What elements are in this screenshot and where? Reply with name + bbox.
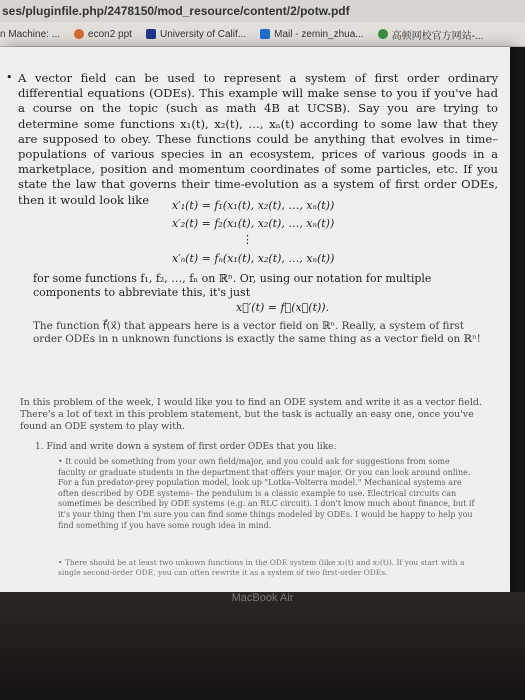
after-equations-text: for some functions f₁, f₂, …, fₙ on ℝⁿ. Or, using our notation for multiple components to abbreviate this, it's just <box>33 272 432 299</box>
task-1-bullet-2: • There should be at least two unkown functions in the ODE system (like x₁(t) and x₂(t)). If you start with a single second-order ODE, you can often rewrite it as a system of two first-order ODEs. <box>58 558 465 577</box>
bookmark-label: n Machine: ... <box>0 28 61 40</box>
equation-n: x′ₙ(t) = fₙ(x₁(t), x₂(t), …, xₙ(t)) <box>172 252 335 265</box>
bookmark-label: University of Calif... <box>159 28 247 40</box>
bookmark-econ2-ppt[interactable] <box>74 29 132 40</box>
bookmark-gaodun[interactable] <box>378 27 484 42</box>
laptop-bezel <box>0 592 525 700</box>
bookmark-label: econ2 ppt <box>88 28 132 40</box>
vector-field-note: The function f⃗(x⃗) that appears here is a vector field on ℝⁿ. Really, a system of first order ODEs in n unknown functions is exactly the same thing as a vector field on ℝⁿ! <box>33 320 481 345</box>
laptop-label: MacBook Air <box>231 592 294 604</box>
bookmark-machine[interactable] <box>0 29 60 40</box>
mail-icon <box>260 29 270 39</box>
shield-icon <box>146 29 156 39</box>
equation-1: x′₁(t) = f₁(x₁(t), x₂(t), …, xₙ(t)) <box>172 199 335 212</box>
equation-dots: ⋮ <box>242 233 253 246</box>
bullet-text: There should be at least two unkown functions in the ODE system (like x₁(t) and x₂(t)). If you start with a single second-order ODE, you can often rewrite it as a system of two first-order ODEs. <box>58 558 465 577</box>
bookmarks-bar <box>0 22 525 47</box>
problem-intro: In this problem of the week, I would like you to find an ODE system and write it as a vector field. There's a lot of text in this problem statement, but the task is actually an easy one, once you've found an ODE system to play with. <box>20 397 482 433</box>
vector-equation: x⃗′(t) = f⃗(x⃗(t)). <box>236 301 330 314</box>
page-icon <box>74 29 84 39</box>
address-bar[interactable]: ses/pluginfile.php/2478150/mod_resource/content/2/potw.pdf <box>0 0 525 22</box>
swirl-icon <box>378 29 388 39</box>
bullet-text: It could be something from your own field/major, and you could ask for suggestions from some faculty or graduate students in the department that offers your major. Or you can look around online. For a fun predator-prey population model, look up "Lotka–Volterra model." Mechanical systems are often described by ODE systems– the pendulum is a classic example to use. Electrical circuits can sometimes be described by ODE systems (e.g. an RLC circuit). I don't know much about finance, but if it's your thing then I'm sure you can find some things modeled by ODEs. I would be happy to help you find something if you have some rough idea in mind. <box>58 457 475 530</box>
equation-2: x′₂(t) = f₂(x₁(t), x₂(t), …, xₙ(t)) <box>172 217 335 230</box>
task-1-bullet-1: • It could be something from your own field/major, and you could ask for suggestions from some faculty or graduate students in the department that offers your major. Or you can look around online. For a fun predator-prey population model, look up "Lotka–Volterra model." Mechanical systems are often described by ODE systems– the pendulum is a classic example to use. Electrical circuits can sometimes be described by ODE systems (e.g. an RLC circuit). I don't know much about finance, but if it's your thing then I'm sure you can find some things modeled by ODEs. I would be happy to help you find something if you have some rough idea in mind. <box>58 457 475 530</box>
pdf-page[interactable] <box>0 47 510 592</box>
bookmark-mail[interactable] <box>260 29 363 40</box>
intro-paragraph: A vector field can be used to represent a system of first order ordinary differential equations (ODEs). This example will make sense to you if you've had a course on the topic (such as math 4B at UCSB). Say you are trying to determine some functions x₁(t), x₂(t), …, xₙ(t) according to some law that they are supposed to obey. These functions could be anything that evolves in time– populations of various species in an ecosystem, prices of various goods in a marketplace, position and momentum coordinates of some particles, etc. If you state the law that governs their time-evolution as a system of first order ODEs, then it would look like <box>18 71 498 207</box>
bookmark-label: Mail - zemin_zhua... <box>274 28 364 40</box>
task-1: 1. Find and write down a system of first order ODEs that you like. <box>35 442 337 452</box>
bullet-marker: • <box>6 71 13 84</box>
bookmark-university[interactable] <box>146 29 246 40</box>
bookmark-label: 高顿网校官方网站-... <box>391 30 484 42</box>
